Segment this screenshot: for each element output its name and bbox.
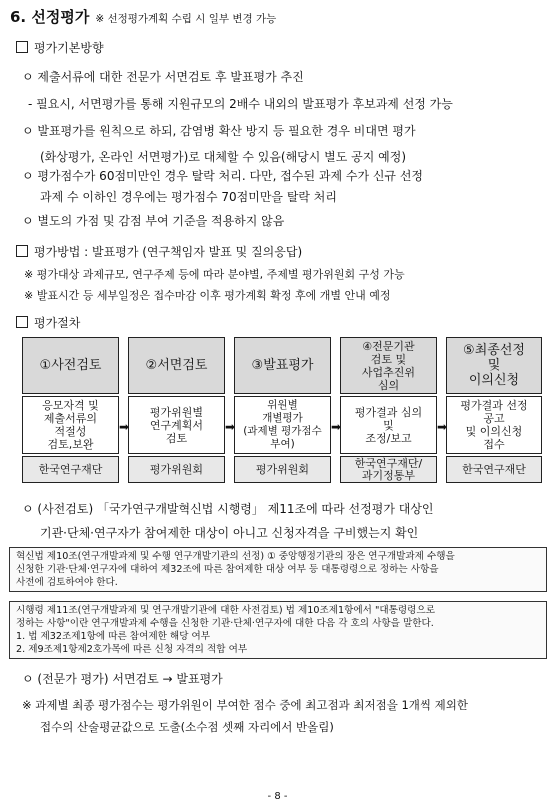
section-method-heading: 평가방법 : 발표평가 (연구책임자 발표 및 질의응답) (16, 243, 302, 260)
score-note-line: 접수의 산술평균값으로 도출(소수점 셋째 자리에서 반올림) (40, 720, 334, 734)
title-note: ※ 선정평가계획 수립 시 일부 변경 가능 (95, 13, 277, 25)
method-note: ※ 발표시간 등 세부일정은 접수마감 이후 평가계획 확정 후에 개별 안내 예정 (24, 289, 391, 302)
pre-review-line: ㅇ (사전검토) 「국가연구개발혁신법 시행령」 제11조에 따라 선정평가 대상인 (22, 502, 434, 516)
stage-1-title: ①사전검토 (22, 337, 119, 394)
principle-item: ㅇ 제출서류에 대한 전문가 서면검토 후 발표평가 추진 (22, 70, 304, 84)
method-note: ※ 평가대상 과제규모, 연구주제 등에 따라 분야별, 주제별 평가위원회 구성 가능 (24, 268, 405, 281)
arrow-right-icon: ➡ (331, 420, 342, 434)
stage-2-desc: 평가위원별 연구계획서 검토 (128, 396, 225, 454)
principle-item: ㅇ 별도의 가점 및 감점 부여 기준을 적용하지 않음 (22, 214, 285, 228)
law-box-innovation-act: 혁신법 제10조(연구개발과제 및 수행 연구개발기관의 선정) ① 중앙행정기관의 장은 연구개발과제 수행을 신청한 기관·단체·연구자에 대하여 제32조에 따른 참여제한 대상 여부 등 대통령령으로 정하는 사항을 사전에 검토하여야 한다. (9, 547, 547, 592)
section-principles-heading: 평가기본방향 (16, 39, 104, 56)
expert-review-line: ㅇ (전문가 평가) 서면검토 → 발표평가 (22, 672, 223, 686)
page-number: - 8 - (267, 791, 288, 802)
stage-3-org: 평가위원회 (234, 456, 331, 483)
arrow-right-icon: ➡ (437, 420, 448, 434)
stage-1-org: 한국연구재단 (22, 456, 119, 483)
principle-item: (화상평가, 온라인 서면평가)로 대체할 수 있음(해당시 별도 공지 예정) (40, 150, 407, 164)
principle-item: ㅇ 평가점수가 60점미만인 경우 탈락 처리. 다만, 접수된 과제 수가 신규 선정 (22, 169, 424, 183)
arrow-right-icon: ➡ (225, 420, 236, 434)
stage-1-desc: 응모자격 및 제출서류의 적절성 검토,보완 (22, 396, 119, 454)
stage-4-title: ④전문기관 검토 및 사업추진위 심의 (340, 337, 437, 394)
title-main: 6. 선정평가 (10, 8, 90, 26)
square-bullet-icon (16, 41, 28, 53)
principle-item: ㅇ 발표평가를 원칙으로 하되, 감염병 확산 방지 등 필요한 경우 비대면 평가 (22, 124, 416, 138)
stage-5-org: 한국연구재단 (446, 456, 542, 483)
square-bullet-icon (16, 316, 28, 328)
principle-item: - 필요시, 서면평가를 통해 지원규모의 2배수 내외의 발표평가 후보과제 선정 가능 (28, 97, 453, 111)
stage-3-desc: 위원별 개별평가 (과제별 평가점수 부여) (234, 396, 331, 454)
stage-2-org: 평가위원회 (128, 456, 225, 483)
law-box-enforcement-decree: 시행령 제11조(연구개발과제 및 연구개발기관에 대한 사전검토) 법 제10조제1항에서 "대통령령으로 정하는 사항"이란 연구개발과제 수행을 신청한 기관·단체·연구자에 대한 다음 각 호의 사항을 말한다. 1. 법 제32조제1항에 따른 참여제한 해당 여부 2. 제9조제1항제2호가목에 따른 신청 자격의 적합 여부 (9, 601, 547, 659)
principle-item: 과제 수 이하인 경우에는 평가점수 70점미만을 탈락 처리 (40, 190, 337, 204)
section-procedure-heading: 평가절차 (16, 314, 80, 331)
stage-2-title: ②서면검토 (128, 337, 225, 394)
page-title (10, 6, 276, 27)
stage-3-title: ③발표평가 (234, 337, 331, 394)
stage-5-desc: 평가결과 선정 공고 및 이의신청 접수 (446, 396, 542, 454)
stage-4-desc: 평가결과 심의 및 조정/보고 (340, 396, 437, 454)
score-note-line: ※ 과제별 최종 평가점수는 평가위원이 부여한 점수 중에 최고점과 최저점을 1개씩 제외한 (22, 698, 468, 712)
stage-4-org: 한국연구재단/ 과기정통부 (340, 456, 437, 483)
arrow-right-icon: ➡ (119, 420, 130, 434)
square-bullet-icon (16, 245, 28, 257)
stage-5-title: ⑤최종선정 및 이의신청 (446, 337, 542, 394)
pre-review-line: 기관·단체·연구자가 참여제한 대상이 아니고 신청자격을 구비했는지 확인 (40, 526, 419, 540)
